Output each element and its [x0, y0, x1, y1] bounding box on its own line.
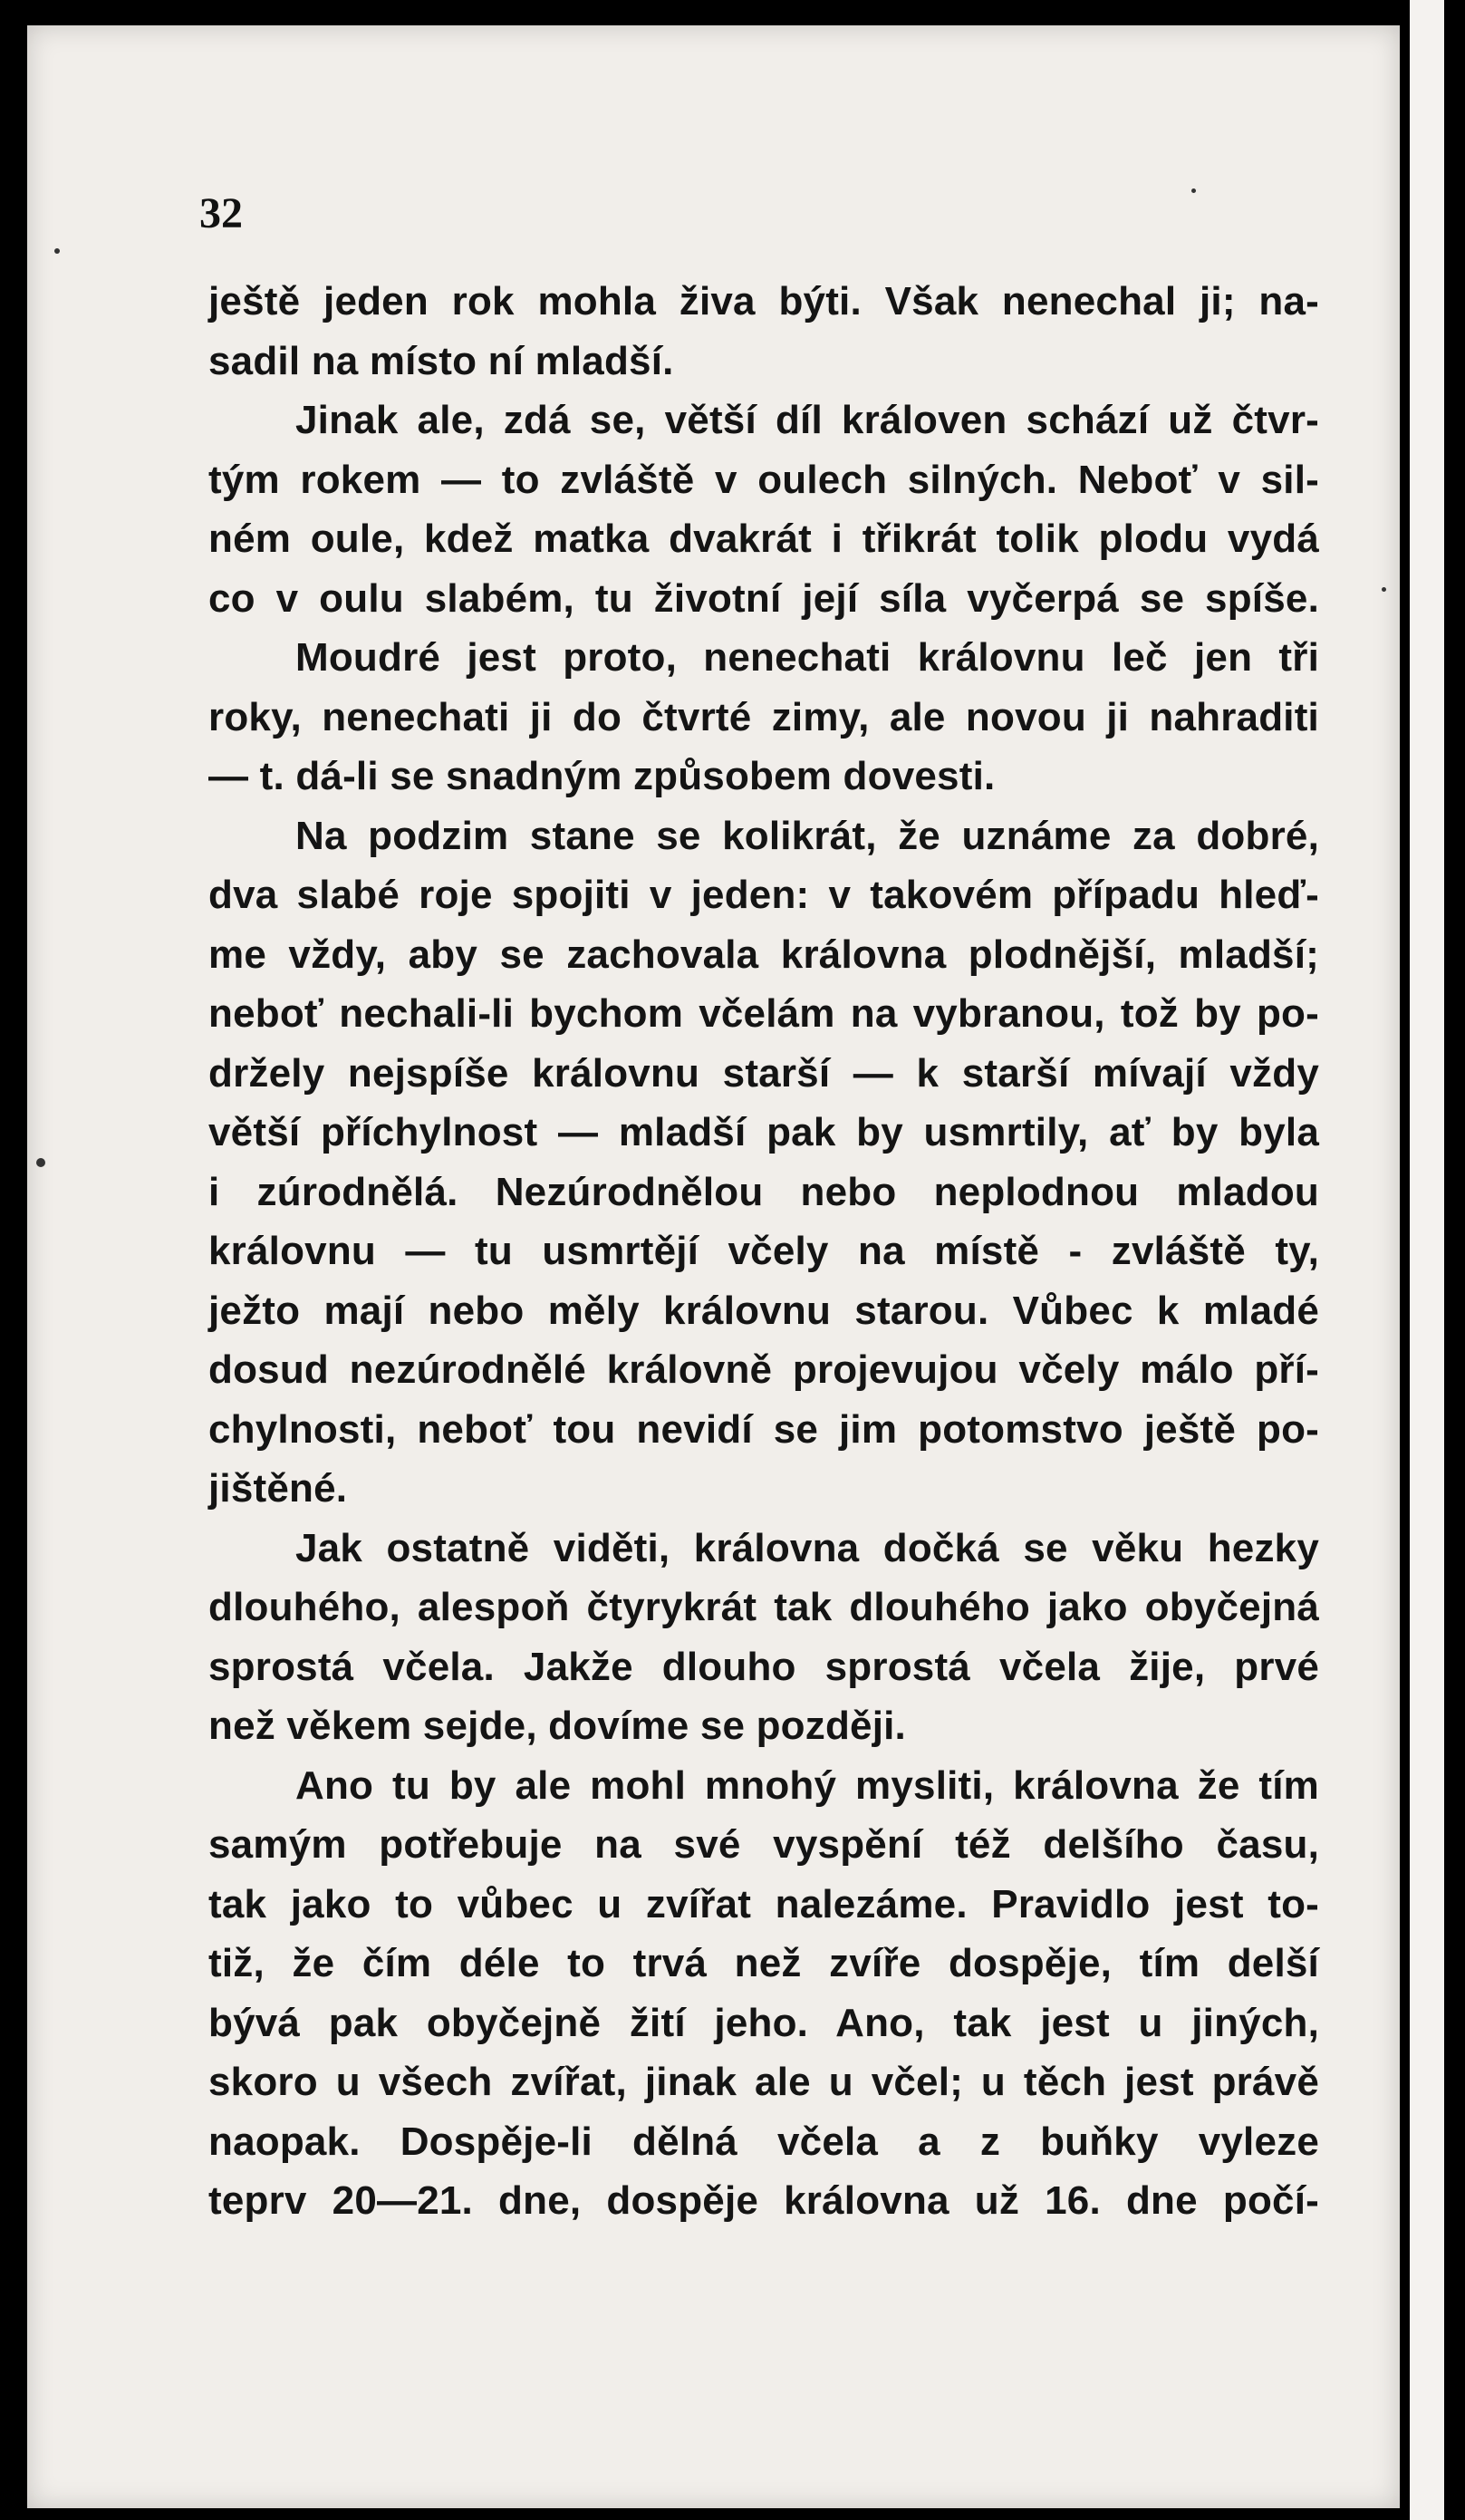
- text-line: Ano tu by ale mohl mnohý mysliti, královna že tím: [295, 1762, 1319, 1808]
- text-line: tým rokem — to zvláště v oulech silných. Neboť v sil-: [208, 457, 1319, 502]
- text-line: sadil na místo ní mladší.: [208, 338, 674, 383]
- text-line: skoro u všech zvířat, jinak ale u včel; u těch jest právě: [208, 2060, 1319, 2104]
- next-leaf-edge: [1410, 0, 1444, 2520]
- text-line: sprostá včela. Jakže dlouho sprostá včela žije, prvé: [208, 1644, 1319, 1689]
- page-number: 32: [199, 189, 243, 237]
- text-line: i zúrodnělá. Nezúrodnělou nebo neplodnou mladou: [208, 1169, 1319, 1214]
- text-line: chylnosti, neboť tou nevidí se jim potomstvo ještě po-: [208, 1406, 1319, 1452]
- paper-speck: [1191, 188, 1196, 193]
- text-line: me vždy, aby se zachovala královna plodnější, mladší;: [208, 932, 1319, 977]
- text-line: než věkem sejde, dovíme se později.: [208, 1704, 906, 1748]
- text-line: naopak. Dospěje-li dělná včela a z buňky vyleze: [208, 2119, 1319, 2164]
- text-line: Moudré jest proto, nenechati královnu leč jen tři: [295, 635, 1319, 680]
- text-line: — t. dá-li se snadným způsobem dovesti.: [208, 754, 996, 798]
- text-line: bývá pak obyčejně žití jeho. Ano, tak jest u jiných,: [208, 2000, 1319, 2045]
- text-line: větší příchylnost — mladší pak by usmrtily, ať by byla: [208, 1110, 1319, 1154]
- text-line: královnu — tu usmrtějí včely na místě - zvláště ty,: [208, 1229, 1319, 1273]
- text-line: Na podzim stane se kolikrát, že uznáme za dobré,: [295, 813, 1319, 858]
- paper-speck: [54, 248, 60, 254]
- text-line: samým potřebuje na své vyspění též delšího času,: [208, 1822, 1319, 1867]
- text-line: dosud nezúrodnělé královně projevujou včely málo pří-: [208, 1347, 1319, 1392]
- text-line: jištěné.: [208, 1466, 348, 1511]
- paper-speck: [36, 1158, 45, 1167]
- text-line: teprv 20—21. dne, dospěje královna už 16. dne počí-: [208, 2178, 1319, 2223]
- text-line: ježto mají nebo měly královnu starou. Vůbec k mladé: [208, 1288, 1319, 1333]
- text-line: dva slabé roje spojiti v jeden: v takovém případu hleď-: [208, 873, 1319, 917]
- text-line: ném oule, kdež matka dvakrát i třikrát tolik plodu vydá: [208, 517, 1319, 561]
- text-line: tiž, že čím déle to trvá než zvíře dospěje, tím delší: [208, 1941, 1319, 1985]
- text-line: Jinak ale, zdá se, větší díl královen schází už čtvr-: [295, 398, 1319, 442]
- text-line: Jak ostatně viděti, královna dočká se věku hezky: [295, 1525, 1319, 1570]
- text-line: držely nejspíše královnu starší — k starší mívají vždy: [208, 1050, 1319, 1096]
- text-line: dlouhého, alespoň čtyrykrát tak dlouhého jako obyčejná: [208, 1585, 1319, 1629]
- text-line: ještě jeden rok mohla živa býti. Však nenechal ji; na-: [208, 279, 1319, 323]
- text-line: neboť nechali-li bychom včelám na vybranou, tož by po-: [208, 991, 1319, 1036]
- paper-speck: [1382, 587, 1386, 592]
- body-text: [208, 272, 1319, 2231]
- text-line: tak jako to vůbec u zvířat nalezáme. Pravidlo jest to-: [208, 1881, 1319, 1926]
- text-line: co v oulu slabém, tu životní její síla vyčerpá se spíše.: [208, 575, 1319, 621]
- text-line: roky, nenechati ji do čtvrté zimy, ale novou ji nahraditi: [208, 694, 1319, 739]
